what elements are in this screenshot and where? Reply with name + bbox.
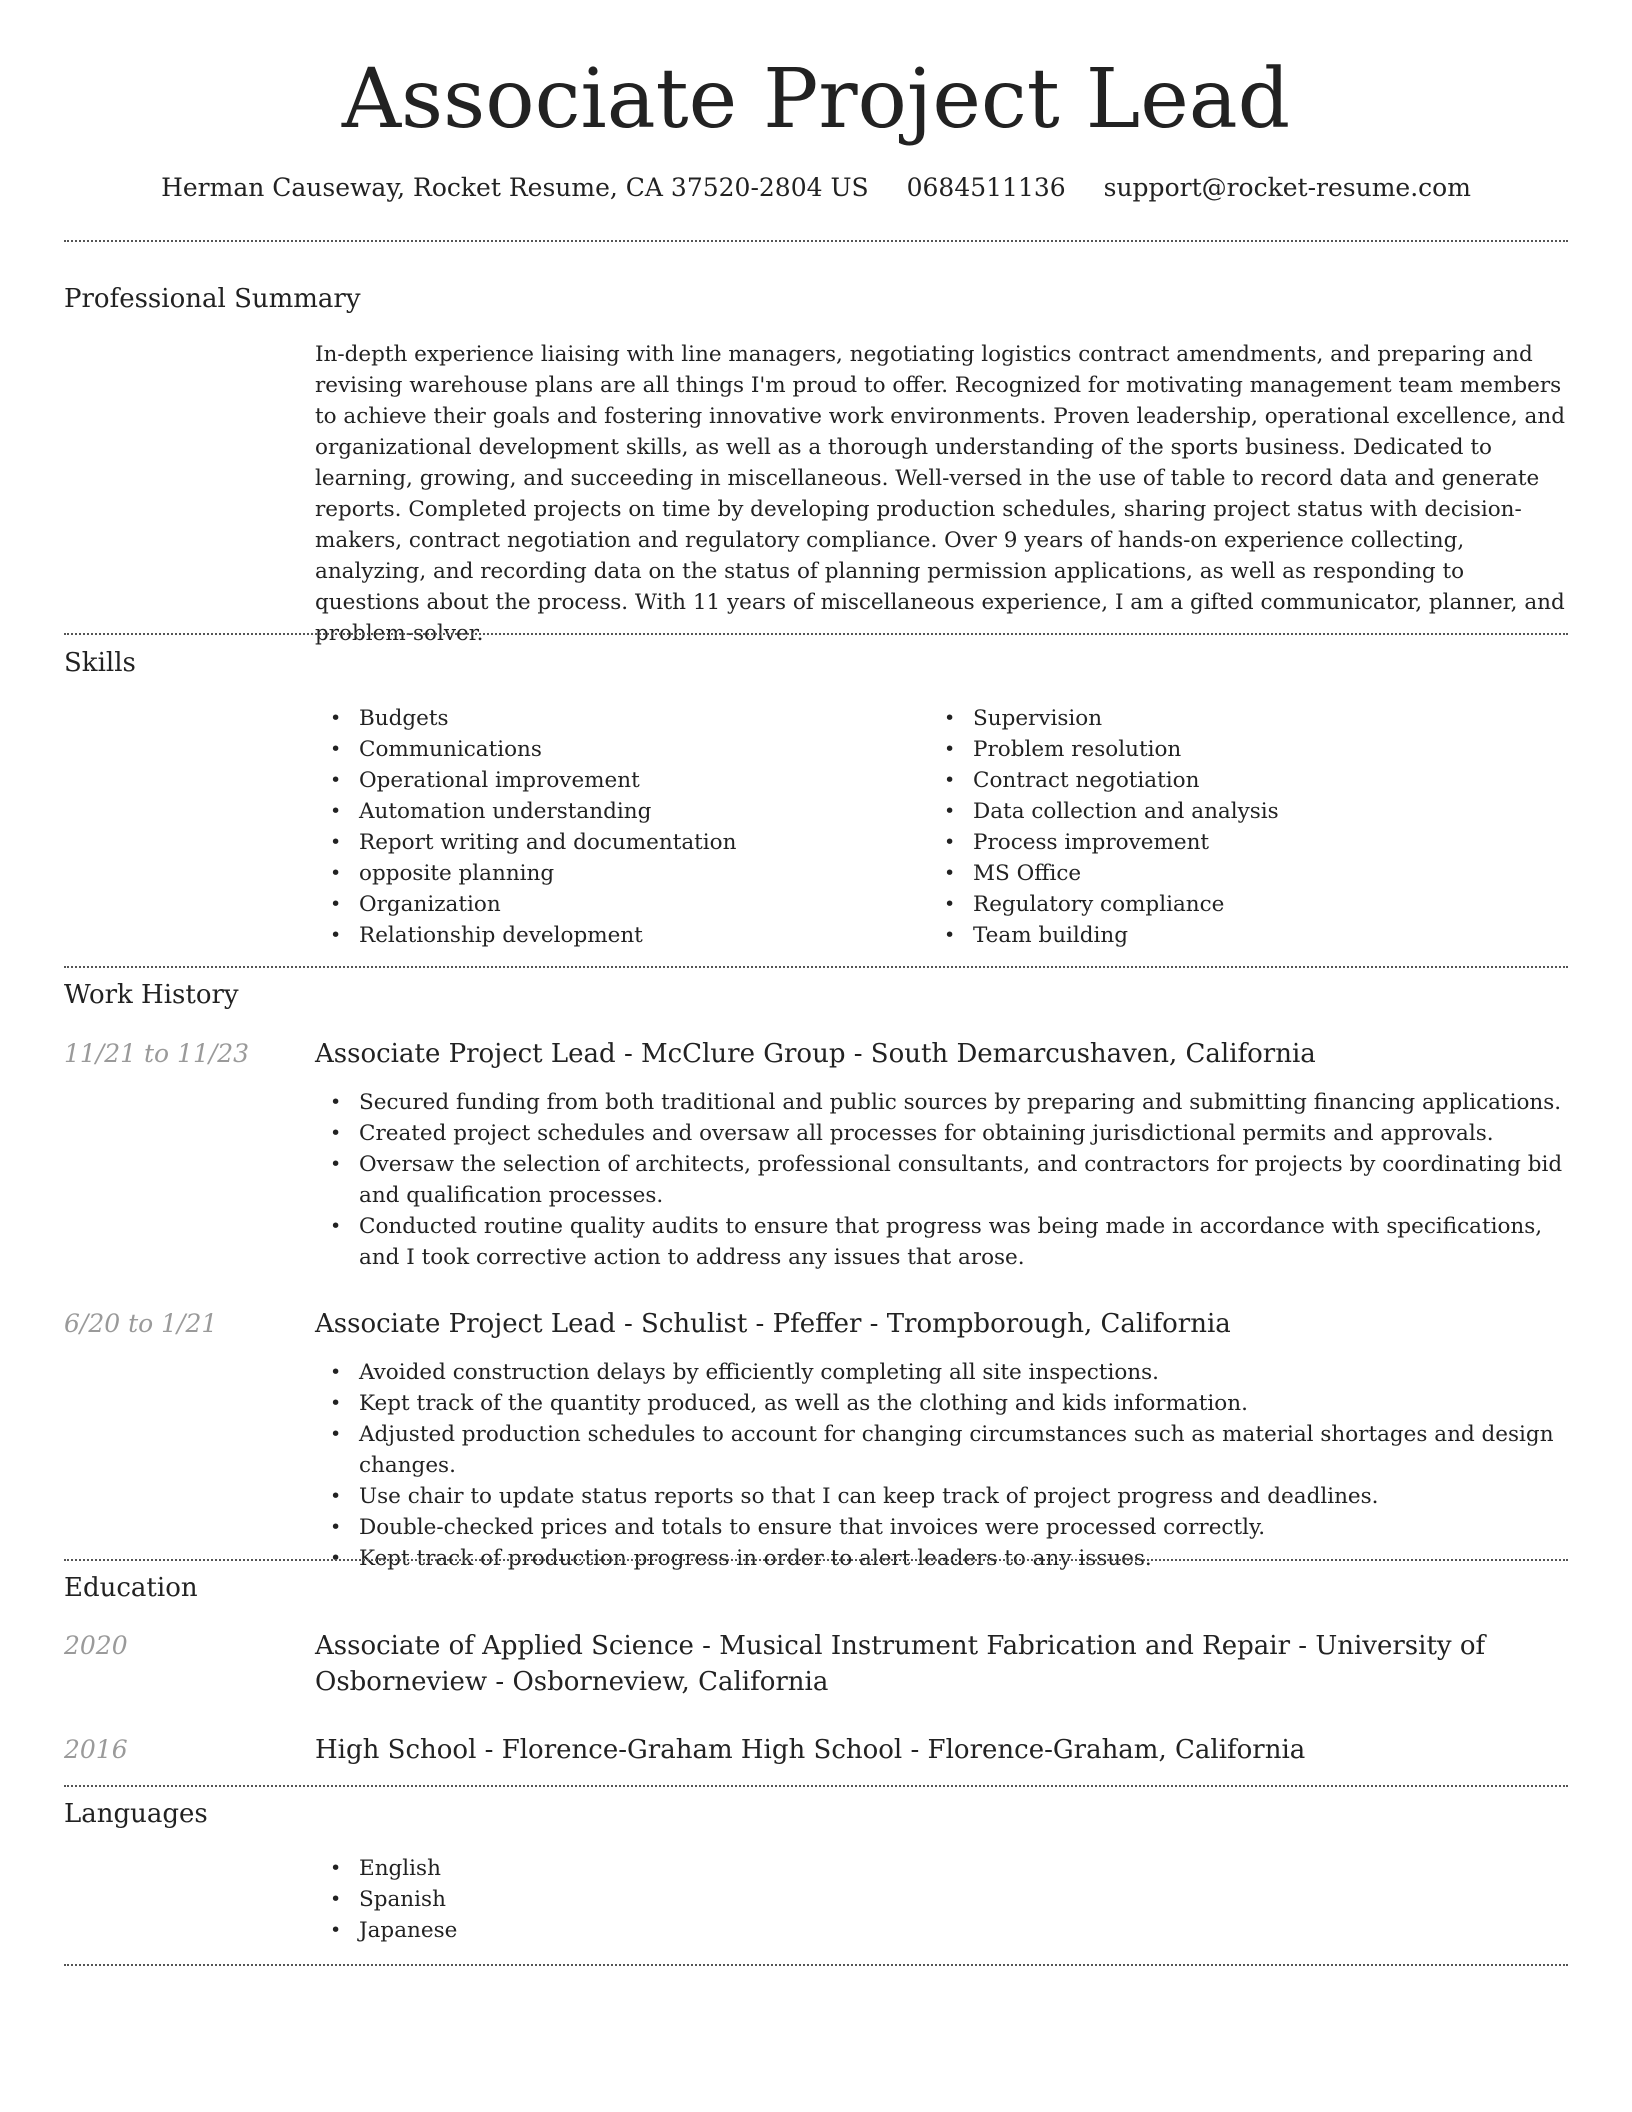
list-item: • English [315,1853,915,1884]
list-item: • Operational improvement [315,765,895,796]
list-item: • Report writing and documentation [315,827,895,858]
list-item: • Spanish [315,1884,915,1915]
list-item: • opposite planning [315,858,895,889]
list-item: • Japanese [315,1915,915,1946]
list-item: • Relationship development [315,920,895,951]
list-item: • Kept track of the quantity produced, as well as the clothing and kids information. [315,1388,1571,1419]
list-item: • Oversaw the selection of architects, professional consultants, and contractors for projects by coordinating bid and qualification processes. [315,1149,1571,1211]
list-item: • Double-checked prices and totals to ensure that invoices were processed correctly. [315,1512,1571,1543]
list-item: • Problem resolution [929,734,1549,765]
divider [64,966,1568,968]
list-item: • Adjusted production schedules to account for changing circumstances such as material shortages and design changes. [315,1419,1571,1481]
list-item: • Supervision [929,703,1549,734]
list-item: • Secured funding from both traditional and public sources by preparing and submitting financing applications. [315,1087,1571,1118]
education-entry: Associate of Applied Science - Musical Instrument Fabrication and Repair - University of Osborneview - Osborneview, California [315,1631,1486,1697]
divider [64,1964,1568,1966]
section-title-education: Education [64,1573,198,1603]
list-item: • Contract negotiation [929,765,1549,796]
section-title-languages: Languages [64,1799,208,1829]
list-item: • Kept track of production progress in order to alert leaders to any issues. [315,1543,1571,1574]
list-item: • Process improvement [929,827,1549,858]
list-item: • MS Office [929,858,1549,889]
divider [64,633,1568,635]
job-heading: Associate Project Lead - McClure Group - South Demarcushaven, California [315,1039,1316,1069]
list-item: • Avoided construction delays by efficiently completing all site inspections. [315,1357,1571,1388]
education-year: 2020 [64,1631,128,1660]
skills-list-right [929,703,1549,951]
list-item: • Regulatory compliance [929,889,1549,920]
section-title-skills: Skills [64,648,136,678]
list-item: • Use chair to update status reports so that I can keep track of project progress and deadlines. [315,1481,1571,1512]
list-item: • Organization [315,889,895,920]
job-dates: 6/20 to 1/21 [64,1309,218,1338]
contact-email: support@rocket-resume.com [1103,173,1471,202]
list-item: • Data collection and analysis [929,796,1549,827]
job-bullets [315,1087,1571,1273]
list-item: • Automation understanding [315,796,895,827]
summary-text: In-depth experience liaising with line managers, negotiating logistics contract amendments, and preparing and revising warehouse plans are all things I'm proud to offer. Recognized for motivating management team members to achieve their goals and fostering innovative work environments. Proven leadership, operational excellence, and organizational development skills, as well as a thorough understanding of the sports business. Dedicated to learning, growing, and succeeding in miscellaneous. Well-versed in the use of table to record data and generate reports. Completed projects on time by developing production schedules, sharing project status with decision-makers, contract negotiation and regulatory compliance. Over 9 years of hands-on experience collecting, analyzing, and recording data on the status of planning permission applications, as well as responding to questions about the process. With 11 years of miscellaneous experience, I am a gifted communicator, planner, and problem-solver. [315,342,1565,646]
list-item: • Budgets [315,703,895,734]
divider [64,1785,1568,1787]
education-entry: High School - Florence-Graham High School - Florence-Graham, California [315,1735,1306,1765]
skills-list-left [315,703,895,951]
contact-line [0,168,1632,208]
list-item: • Communications [315,734,895,765]
job-heading: Associate Project Lead - Schulist - Pfeffer - Trompborough, California [315,1309,1231,1339]
contact-address: Herman Causeway, Rocket Resume, CA 37520-2804 US [161,173,869,202]
education-year: 2016 [64,1735,128,1764]
job-dates: 11/21 to 11/23 [64,1039,250,1068]
section-title-summary: Professional Summary [64,284,361,314]
section-title-work: Work History [64,980,239,1010]
list-item: • Created project schedules and oversaw all processes for obtaining jurisdictional permits and approvals. [315,1118,1571,1149]
divider [64,1559,1568,1561]
contact-phone: 0684511136 [906,173,1066,202]
resume-title: Associate Project Lead [341,52,1291,147]
list-item: • Team building [929,920,1549,951]
job-bullets [315,1357,1571,1574]
languages-list [315,1853,915,1946]
divider [64,240,1568,242]
list-item: • Conducted routine quality audits to ensure that progress was being made in accordance with specifications, and I took corrective action to address any issues that arose. [315,1211,1571,1273]
